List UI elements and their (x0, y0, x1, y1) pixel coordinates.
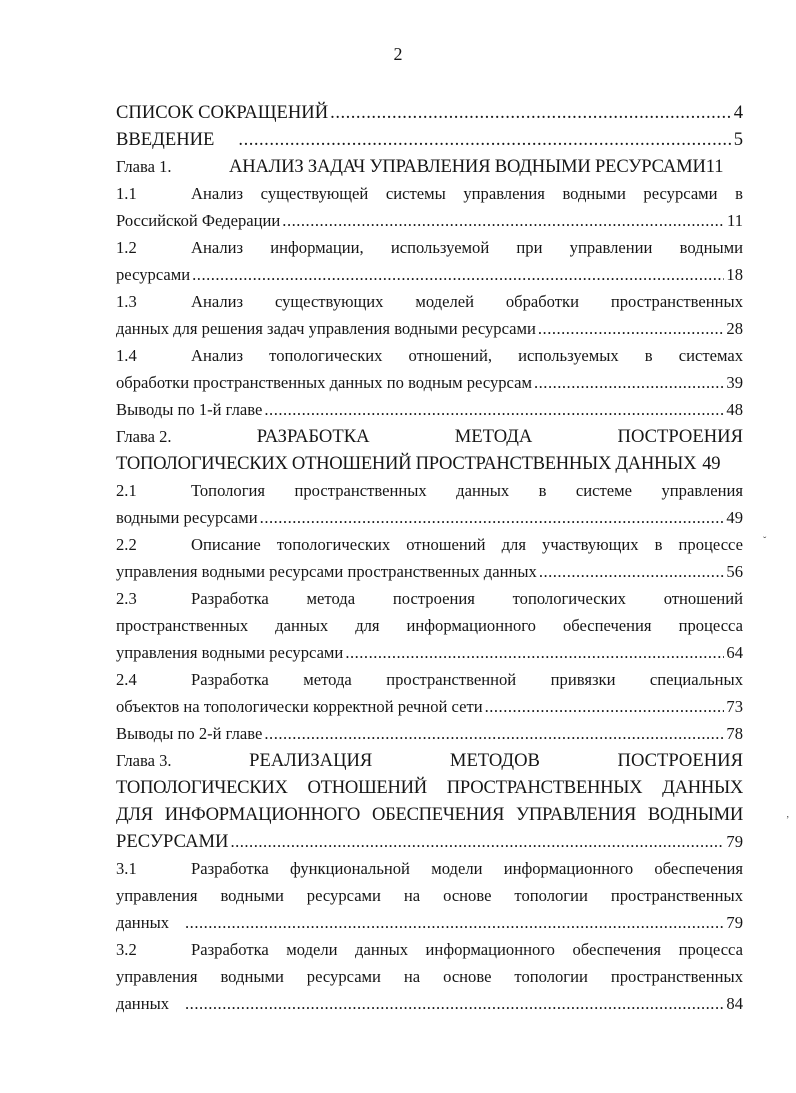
toc-conclusions-2[interactable] (116, 720, 743, 747)
toc-section-1-4[interactable] (116, 342, 743, 369)
chapter-label: Глава 2. (116, 427, 172, 446)
toc-entry-introduction[interactable] (116, 126, 743, 153)
toc-conclusions-1[interactable] (116, 396, 743, 423)
toc-entry-abbreviations[interactable] (116, 99, 743, 126)
toc-page-number: 49 (726, 508, 743, 527)
toc-page-number: 28 (726, 319, 743, 338)
dot-leader (264, 720, 724, 747)
chapter-label: Глава 3. (116, 751, 172, 770)
dot-leader (345, 639, 724, 666)
conclusions-title: Выводы по 1-й главе (116, 400, 263, 419)
section-number: 2.3 (116, 589, 137, 608)
page-number: 2 (393, 44, 403, 64)
toc-page-number: 11 (705, 156, 724, 177)
toc-section-3-2[interactable] (116, 936, 743, 963)
section-title: Разработка функциональной модели информационного обеспечения (191, 859, 743, 878)
toc-page-number: 4 (733, 102, 743, 123)
chapter-title-word: ПОСТРОЕНИЯ (617, 750, 743, 771)
chapter-title: АНАЛИЗ ЗАДАЧ УПРАВЛЕНИЯ ВОДНЫМИ РЕСУРСАМИ (229, 156, 706, 177)
dot-leader (230, 828, 724, 855)
chapter-title: РЕСУРСАМИ (116, 831, 229, 852)
section-title-continued: управления водными ресурсами (116, 643, 344, 662)
toc-page-number: 39 (726, 373, 743, 392)
chapter-label: Глава 1. (116, 157, 172, 176)
section-title-continued: данных (116, 913, 170, 932)
toc-page-number: 18 (726, 265, 743, 284)
chapter-title-word: ПОСТРОЕНИЯ (617, 426, 743, 447)
scan-speck: ˇ (763, 536, 767, 547)
toc-chapter-1[interactable] (116, 153, 743, 180)
toc-page-number: 64 (726, 643, 743, 662)
section-number: 1.4 (116, 346, 137, 365)
toc-section-3-1[interactable] (116, 855, 743, 882)
chapter-title-word: МЕТОДОВ (449, 750, 540, 771)
chapter-title: ДЛЯ ИНФОРМАЦИОННОГО ОБЕСПЕЧЕНИЯ УПРАВЛЕНИЯ ВОДНЫМИ (116, 804, 743, 825)
section-number: 2.4 (116, 670, 137, 689)
chapter-title-word: РЕАЛИЗАЦИЯ (249, 750, 373, 771)
toc-chapter-3[interactable] (116, 747, 743, 774)
section-title: Анализ существующих моделей обработки пространственных (191, 292, 743, 311)
dot-leader (539, 558, 725, 585)
section-number: 3.1 (116, 859, 137, 878)
section-title-continued: объектов на топологически корректной речной сети (116, 697, 483, 716)
section-title: Топология пространственных данных в системе управления (191, 481, 743, 500)
toc-page-number: 49 (702, 453, 721, 474)
scan-speck: ʼ (786, 815, 790, 826)
conclusions-title: Выводы по 2-й главе (116, 724, 263, 743)
section-title: Разработка метода пространственной привязки специальных (191, 670, 743, 689)
section-title: Разработка модели данных информационного обеспечения процесса (191, 940, 743, 959)
section-title-continued: управления водными ресурсами на основе топологии пространственных (116, 886, 743, 905)
chapter-title: ТОПОЛОГИЧЕСКИХ ОТНОШЕНИЙ ПРОСТРАНСТВЕННЫХ ДАННЫХ (116, 453, 697, 474)
toc-section-2-2[interactable] (116, 531, 743, 558)
chapter-title: ТОПОЛОГИЧЕСКИХ ОТНОШЕНИЙ ПРОСТРАНСТВЕННЫХ ДАННЫХ (116, 777, 743, 798)
dot-leader (185, 909, 724, 936)
section-title-continued: данных для решения задач управления водными ресурсами (116, 319, 536, 338)
dot-leader (260, 504, 725, 531)
dot-leader (238, 126, 731, 153)
section-number: 1.1 (116, 184, 137, 203)
toc-chapter-2[interactable] (116, 423, 743, 450)
toc-page-number: 73 (726, 697, 743, 716)
section-title-continued: пространственных данных для информационного обеспечения процесса (116, 616, 743, 635)
dot-leader (264, 396, 724, 423)
toc-section-2-3[interactable] (116, 585, 743, 612)
chapter-title-word: РАЗРАБОТКА (256, 426, 370, 447)
section-title: Описание топологических отношений для участвующих в процессе (191, 535, 743, 554)
section-title-continued: водными ресурсами (116, 508, 258, 527)
section-title-continued: управления водными ресурсами на основе топологии пространственных (116, 967, 743, 986)
toc-entry-title: ВВЕДЕНИЕ (116, 129, 215, 150)
section-title-continued: данных (116, 994, 170, 1013)
section-title-continued: ресурсами (116, 265, 191, 284)
dot-leader (192, 261, 724, 288)
toc-page-number: 78 (726, 724, 743, 743)
toc-section-2-4[interactable] (116, 666, 743, 693)
section-number: 3.2 (116, 940, 137, 959)
toc-page-number: 48 (726, 400, 743, 419)
toc-section-1-1[interactable] (116, 180, 743, 207)
section-number: 2.1 (116, 481, 137, 500)
section-title-continued: управления водными ресурсами пространственных данных (116, 562, 537, 581)
dot-leader (330, 99, 732, 126)
toc-page-number: 11 (727, 211, 743, 230)
dot-leader (534, 369, 724, 396)
section-title: Анализ топологических отношений, используемых в системах (191, 346, 743, 365)
toc-page-number: 79 (726, 832, 743, 851)
section-number: 2.2 (116, 535, 137, 554)
toc-section-1-3[interactable] (116, 288, 743, 315)
toc-page-number: 5 (733, 129, 743, 150)
toc-page-number: 56 (726, 562, 743, 581)
section-number: 1.2 (116, 238, 137, 257)
section-title: Анализ информации, используемой при управлении водными (191, 238, 743, 257)
section-number: 1.3 (116, 292, 137, 311)
table-of-contents (116, 99, 743, 1017)
section-title: Разработка метода построения топологических отношений (191, 589, 743, 608)
chapter-title-word: МЕТОДА (454, 426, 533, 447)
section-title-continued: Российской Федерации (116, 211, 281, 230)
toc-section-2-1[interactable] (116, 477, 743, 504)
dot-leader (485, 693, 725, 720)
toc-page-number: 84 (726, 994, 743, 1013)
dot-leader (538, 315, 725, 342)
section-title-continued: обработки пространственных данных по водным ресурсам (116, 373, 532, 392)
toc-section-1-2[interactable] (116, 234, 743, 261)
dot-leader (282, 207, 725, 234)
toc-entry-title: СПИСОК СОКРАЩЕНИЙ (116, 102, 329, 123)
section-title: Анализ существующей системы управления водными ресурсами в (191, 184, 743, 203)
dot-leader (185, 990, 724, 1017)
toc-page-number: 79 (726, 913, 743, 932)
